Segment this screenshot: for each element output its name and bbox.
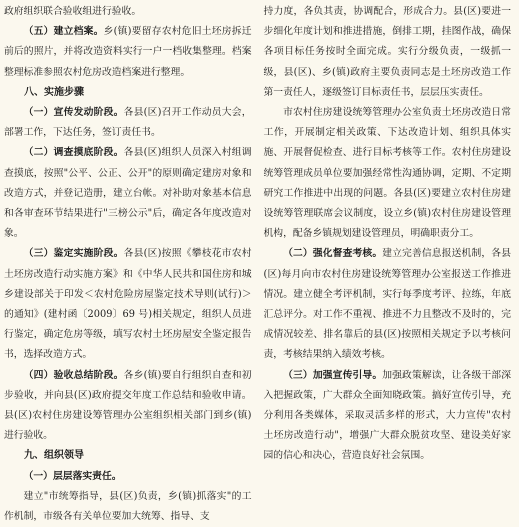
paragraph	[4, 467, 252, 487]
subsection-title: （二）强化督查考核。	[283, 248, 383, 260]
paragraph-text: 乡(镇)要留存农村危旧土坯房拆迁前后的照片，并将改造资料实行一户一档收集整理。档案整理标准参照农村危房改造档案进行整理。	[4, 26, 252, 78]
paragraph	[4, 103, 252, 143]
paragraph	[4, 244, 252, 365]
left-column	[4, 2, 252, 523]
subsection-title: （一）层层落实责任。	[23, 470, 122, 482]
paragraph	[264, 366, 512, 467]
subsection-title: （三）鉴定实施阶段。	[23, 248, 124, 260]
paragraph	[4, 366, 252, 447]
paragraph-text: 建立"市统筹指导，县(区)负责，乡(镇)抓落实"的工作机制，市级各有关单位要加大统筹、指导、支	[4, 490, 252, 523]
right-column	[264, 2, 512, 487]
paragraph-text: 持力度，各负其责，协调配合，形成合力。县(区)要进一步细化年度计划和推进措施，倒排工期，挂图作战，确保各项目标任务按时全面完成。实行分级负责，一级抓一级，县(区)、乡(镇)政府主要负责同志是土坯房改造工作第一责任人，逐级签订目标责任书，层层压实责任。	[263, 6, 511, 98]
subsection-title: （五）建立档案。	[23, 26, 104, 38]
paragraph-text: 建立完善信息报送机制，各县(区)每月向市农村住房建设统筹管理办公室报送工作推进情况。建立健全考评机制，实行每季度考评、拉练，年底汇总评分。对工作不重视、推进不力且整改不及时的，完成情况较差、排名靠后的县(区)按照相关规定予以考核问责，考核结果纳入绩效考核。	[263, 248, 511, 361]
paragraph	[4, 487, 252, 527]
section-heading: 九、组织领导	[24, 450, 84, 462]
paragraph-text: 各县(区)按照《攀枝花市农村土坯房改造行动实施方案》和《中华人民共和国住房和城乡建设部关于印发＜农村危险房屋鉴定技术导则(试行)＞的通知》(建村函〔2009〕69 号)相关规定，组织人员进行鉴定，确定危房等级，填写农村土坯房屋安全鉴定报告书，选择改造方式。	[4, 248, 252, 361]
paragraph-text: 加强政策解读，让各级干部深入把握政策，广大群众全面知晓政策。搞好宣传引导，充分利用各类媒体，采取灵活多样的形式，大力宣传"农村土坯房改造行动"，增强广大群众脱贫攻坚、建设美好家园的信心和决心，营造良好社会氛围。	[263, 369, 511, 462]
paragraph	[264, 2, 512, 103]
subsection-title: （三）加强宣传引导。	[283, 369, 383, 381]
paragraph-text: 政府组织联合验收组进行验收。	[4, 6, 142, 17]
paragraph-text: 各县(区)召开工作动员大会，部署工作，下达任务，签订责任书。	[4, 107, 252, 139]
paragraph	[4, 143, 252, 244]
paragraph	[264, 103, 512, 244]
subsection-title: （一）宣传发动阶段。	[23, 107, 124, 119]
subsection-title: （四）验收总结阶段。	[23, 369, 124, 381]
paragraph	[264, 244, 512, 365]
paragraph-text: 市农村住房建设统筹管理办公室负责土坯房改造日常工作，开展制定相关政策、下达改造计划、组织具体实施、开展督促检查、进行目标考核等工作。农村住房建设统筹管理成员单位要加强经常性沟通协调，定期、不定期研究工作推进中出现的问题。各县(区)要建立农村住房建设统筹管理联席会议制度，设立乡(镇)农村住房建设管理机构，配备乡镇规划建设管理员，明确职责分工。	[263, 107, 511, 240]
paragraph	[4, 2, 252, 22]
paragraph-text: 各乡(镇)要自行组织自查和初步验收，并向县(区)政府提交年度工作总结和验收申请。县(区)农村住房建设筹管理办公室组织相关部门到乡(镇)进行验收。	[4, 369, 252, 442]
subsection-title: （二）调查摸底阶段。	[23, 147, 124, 159]
paragraph	[4, 22, 252, 83]
paragraph-text: 各县(区)组织人员深入村组调查摸底，按照"公平、公正、公开"的原则确定建房对象和改造方式，并登记造册，建立台帐。对补助对象基本信息和各审查环节结果进行"三榜公示"后，确定各年度改造对象。	[4, 147, 252, 240]
section-heading: 八、实施步骤	[24, 86, 84, 98]
